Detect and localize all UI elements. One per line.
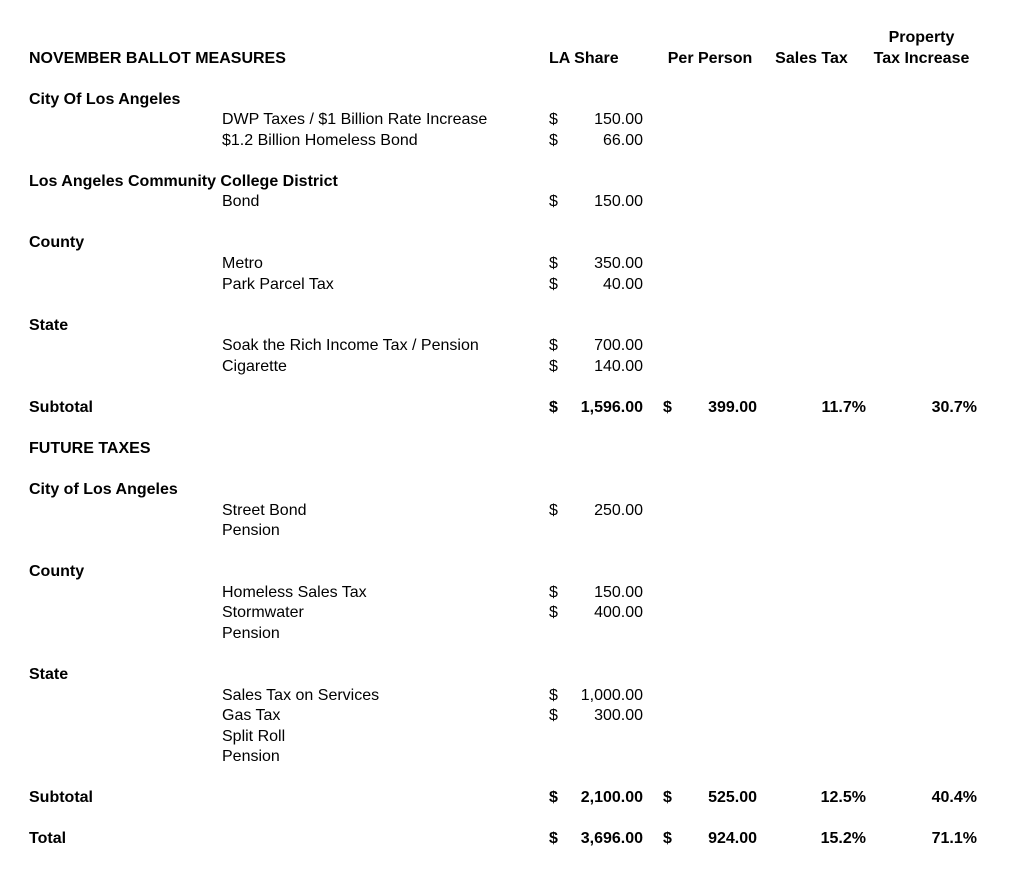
la-share-amount: 350.00: [594, 255, 643, 273]
item-row: [0, 521, 1011, 542]
item-label: Cigarette: [222, 357, 287, 375]
per-person-cell: [663, 788, 757, 809]
item-row: [0, 110, 1011, 131]
item-row: [0, 747, 1011, 768]
column-gap: [643, 398, 663, 419]
item-indent: [29, 521, 222, 542]
per-person-amount: 924.00: [708, 830, 757, 848]
la-share-amount: 3,696.00: [580, 830, 643, 848]
la-share-cell: [549, 398, 643, 419]
item-indent: [29, 747, 222, 768]
item-label: Stormwater: [222, 604, 304, 622]
section-label: County: [29, 234, 85, 252]
la-share-cell: [549, 603, 643, 624]
currency-symbol: $: [663, 789, 672, 807]
la-share-amount: 1,000.00: [580, 686, 643, 704]
per-person-amount: 525.00: [708, 789, 757, 807]
item-row: [0, 583, 1011, 604]
property-tax-value: 30.7%: [931, 398, 977, 416]
la-share-cell: [549, 583, 643, 604]
item-row: [0, 254, 1011, 275]
blank-row: [0, 151, 1011, 172]
per-person-amount: 399.00: [708, 398, 757, 416]
currency-symbol: $: [549, 131, 558, 149]
currency-symbol: $: [549, 111, 558, 129]
section-label: State: [29, 316, 69, 334]
header-row-property: [0, 28, 1011, 49]
blank-row: [0, 644, 1011, 665]
la-share-amount: 300.00: [594, 707, 643, 725]
section-row: [0, 439, 1011, 460]
section-label: City of Los Angeles: [29, 481, 178, 499]
blank-row: [0, 295, 1011, 316]
total-row: [0, 829, 1011, 850]
column-header-per-person: Per Person: [667, 49, 753, 67]
total-label: Subtotal: [29, 789, 93, 807]
la-share-cell: [549, 131, 643, 152]
header-spacer: [29, 28, 866, 49]
la-share-amount: 700.00: [594, 337, 643, 355]
total-label: Total: [29, 830, 67, 848]
item-label: Metro: [222, 255, 263, 273]
la-share-amount: 1,596.00: [580, 398, 643, 416]
item-indent: [29, 624, 222, 645]
currency-symbol: $: [549, 707, 558, 725]
la-share-cell: [549, 686, 643, 707]
section-row: [0, 665, 1011, 686]
currency-symbol: $: [549, 789, 558, 807]
section-row: [0, 316, 1011, 337]
item-indent: [29, 706, 222, 727]
item-indent: [29, 131, 222, 152]
ballot-table: [0, 69, 1011, 850]
item-indent: [29, 110, 222, 131]
la-share-cell: [549, 336, 643, 357]
column-header-sales-tax: Sales Tax: [775, 49, 848, 67]
section-row: [0, 172, 1011, 193]
la-share-cell: [549, 501, 643, 522]
item-label: DWP Taxes / $1 Billion Rate Increase: [222, 111, 488, 129]
item-indent: [29, 727, 222, 748]
item-indent: [29, 583, 222, 604]
column-gap: [643, 788, 663, 809]
item-indent: [29, 501, 222, 522]
blank-row: [0, 542, 1011, 563]
item-row: [0, 192, 1011, 213]
item-label: Pension: [222, 624, 280, 642]
item-row: [0, 603, 1011, 624]
item-row: [0, 275, 1011, 296]
section-label: County: [29, 563, 85, 581]
la-share-amount: 250.00: [594, 501, 643, 519]
la-share-cell: [549, 788, 643, 809]
total-row: [0, 398, 1011, 419]
item-label: Park Parcel Tax: [222, 275, 334, 293]
la-share-amount: 40.00: [602, 275, 643, 293]
item-indent: [29, 254, 222, 275]
item-label: Split Roll: [222, 727, 286, 745]
item-label: Pension: [222, 522, 280, 540]
currency-symbol: $: [549, 357, 558, 375]
la-share-amount: 2,100.00: [580, 789, 643, 807]
item-row: [0, 686, 1011, 707]
currency-symbol: $: [549, 830, 558, 848]
currency-symbol: $: [549, 686, 558, 704]
currency-symbol: $: [663, 830, 672, 848]
column-gap: [643, 829, 663, 850]
currency-symbol: $: [549, 583, 558, 601]
per-person-cell: [663, 829, 757, 850]
currency-symbol: $: [549, 398, 558, 416]
item-row: [0, 131, 1011, 152]
item-label: $1.2 Billion Homeless Bond: [222, 131, 418, 149]
blank-row: [0, 213, 1011, 234]
la-share-cell: [549, 110, 643, 131]
total-label: Subtotal: [29, 398, 93, 416]
la-share-cell: [549, 706, 643, 727]
la-share-amount: 400.00: [594, 604, 643, 622]
blank-row: [0, 809, 1011, 830]
la-share-cell: [549, 192, 643, 213]
item-label: Gas Tax: [222, 707, 281, 725]
item-label: Street Bond: [222, 501, 307, 519]
section-row: [0, 233, 1011, 254]
la-share-amount: 150.00: [594, 193, 643, 211]
section-row: [0, 480, 1011, 501]
item-label: Bond: [222, 193, 260, 211]
blank-row: [0, 768, 1011, 789]
currency-symbol: $: [549, 501, 558, 519]
item-row: [0, 336, 1011, 357]
la-share-amount: 150.00: [594, 583, 643, 601]
item-row: [0, 706, 1011, 727]
table-title: NOVEMBER BALLOT MEASURES: [29, 49, 286, 67]
la-share-cell: [549, 357, 643, 378]
blank-row: [0, 418, 1011, 439]
item-label: Pension: [222, 748, 280, 766]
header-row-columns: [0, 49, 1011, 70]
la-share-amount: 66.00: [602, 131, 643, 149]
section-label: FUTURE TAXES: [29, 439, 151, 457]
item-row: [0, 624, 1011, 645]
item-row: [0, 357, 1011, 378]
blank-row: [0, 377, 1011, 398]
item-indent: [29, 336, 222, 357]
item-indent: [29, 192, 222, 213]
item-indent: [29, 686, 222, 707]
section-label: City Of Los Angeles: [29, 90, 181, 108]
section-row: [0, 90, 1011, 111]
sales-tax-value: 12.5%: [820, 789, 866, 807]
item-label: Soak the Rich Income Tax / Pension: [222, 337, 479, 355]
section-row: [0, 562, 1011, 583]
column-header-property-top: Property: [888, 29, 955, 46]
blank-row: [0, 69, 1011, 90]
column-gap: [643, 49, 663, 70]
column-header-property-bottom: Tax Increase: [873, 49, 970, 67]
sales-tax-value: 11.7%: [821, 398, 866, 416]
currency-symbol: $: [663, 398, 672, 416]
item-row: [0, 501, 1011, 522]
la-share-amount: 150.00: [594, 111, 643, 129]
sales-tax-value: 15.2%: [820, 830, 866, 848]
item-label: Homeless Sales Tax: [222, 583, 367, 601]
currency-symbol: $: [549, 255, 558, 273]
currency-symbol: $: [549, 193, 558, 211]
per-person-cell: [663, 398, 757, 419]
section-label: State: [29, 665, 69, 683]
item-label: Sales Tax on Services: [222, 686, 380, 704]
section-label: Los Angeles Community College District: [29, 172, 338, 190]
total-row: [0, 788, 1011, 809]
blank-row: [0, 459, 1011, 480]
column-header-la-share: LA Share: [549, 49, 619, 67]
item-indent: [29, 357, 222, 378]
la-share-cell: [549, 829, 643, 850]
currency-symbol: $: [549, 604, 558, 622]
item-row: [0, 727, 1011, 748]
property-tax-value: 71.1%: [931, 830, 977, 848]
la-share-cell: [549, 254, 643, 275]
property-tax-value: 40.4%: [931, 789, 977, 807]
item-indent: [29, 275, 222, 296]
item-indent: [29, 603, 222, 624]
la-share-cell: [549, 275, 643, 296]
currency-symbol: $: [549, 275, 558, 293]
la-share-amount: 140.00: [594, 357, 643, 375]
currency-symbol: $: [549, 337, 558, 355]
